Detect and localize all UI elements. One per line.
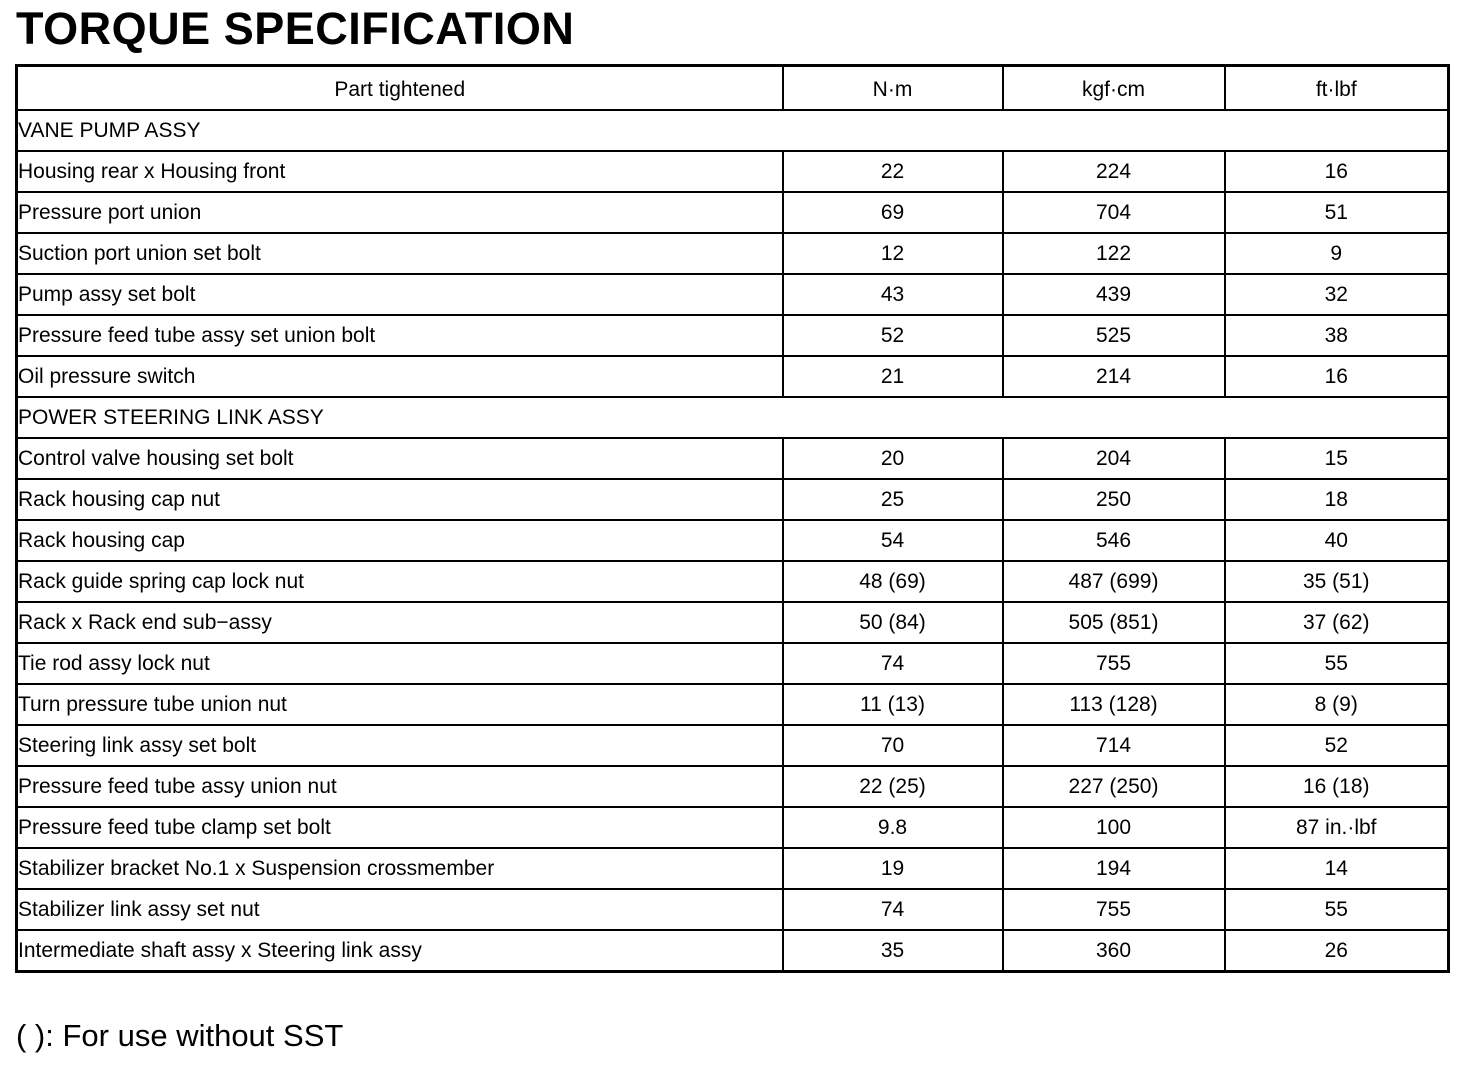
- kgf-cm-cell: 214: [1003, 356, 1225, 397]
- nm-cell: 54: [783, 520, 1003, 561]
- ft-lbf-cell: 32: [1225, 274, 1449, 315]
- header-ft-lbf: ft·lbf: [1225, 66, 1449, 111]
- ft-lbf-cell: 16: [1225, 151, 1449, 192]
- table-row: [17, 561, 1449, 602]
- nm-cell: 11 (13): [783, 684, 1003, 725]
- ft-lbf-cell: 40: [1225, 520, 1449, 561]
- kgf-cm-cell: 714: [1003, 725, 1225, 766]
- kgf-cm-cell: 704: [1003, 192, 1225, 233]
- part-cell: Pressure feed tube assy union nut: [17, 766, 783, 807]
- ft-lbf-cell: 55: [1225, 889, 1449, 930]
- part-cell: Steering link assy set bolt: [17, 725, 783, 766]
- ft-lbf-cell: 87 in.·lbf: [1225, 807, 1449, 848]
- table-row: [17, 807, 1449, 848]
- table-row: [17, 766, 1449, 807]
- ft-lbf-cell: 51: [1225, 192, 1449, 233]
- table-row: [17, 479, 1449, 520]
- ft-lbf-cell: 16 (18): [1225, 766, 1449, 807]
- kgf-cm-cell: 439: [1003, 274, 1225, 315]
- part-cell: Pressure feed tube clamp set bolt: [17, 807, 783, 848]
- nm-cell: 70: [783, 725, 1003, 766]
- part-cell: Housing rear x Housing front: [17, 151, 783, 192]
- table-row: [17, 643, 1449, 684]
- nm-cell: 19: [783, 848, 1003, 889]
- kgf-cm-cell: 122: [1003, 233, 1225, 274]
- part-cell: Turn pressure tube union nut: [17, 684, 783, 725]
- nm-cell: 74: [783, 889, 1003, 930]
- table-row: [17, 192, 1449, 233]
- nm-cell: 21: [783, 356, 1003, 397]
- kgf-cm-cell: 113 (128): [1003, 684, 1225, 725]
- kgf-cm-cell: 755: [1003, 889, 1225, 930]
- table-row: [17, 602, 1449, 643]
- table-row: [17, 930, 1449, 972]
- table-row: [17, 684, 1449, 725]
- kgf-cm-cell: 487 (699): [1003, 561, 1225, 602]
- table-row: [17, 315, 1449, 356]
- header-part-tightened: Part tightened: [17, 66, 783, 111]
- nm-cell: 22 (25): [783, 766, 1003, 807]
- table-row: [17, 848, 1449, 889]
- table-row: [17, 233, 1449, 274]
- part-cell: Pressure port union: [17, 192, 783, 233]
- part-cell: Rack guide spring cap lock nut: [17, 561, 783, 602]
- nm-cell: 35: [783, 930, 1003, 972]
- part-cell: Pressure feed tube assy set union bolt: [17, 315, 783, 356]
- part-cell: Intermediate shaft assy x Steering link assy: [17, 930, 783, 972]
- kgf-cm-cell: 525: [1003, 315, 1225, 356]
- header-nm: N·m: [783, 66, 1003, 111]
- part-cell: Rack housing cap: [17, 520, 783, 561]
- nm-cell: 48 (69): [783, 561, 1003, 602]
- kgf-cm-cell: 224: [1003, 151, 1225, 192]
- nm-cell: 20: [783, 438, 1003, 479]
- header-row: [17, 66, 1449, 111]
- part-cell: Tie rod assy lock nut: [17, 643, 783, 684]
- ft-lbf-cell: 37 (62): [1225, 602, 1449, 643]
- part-cell: Oil pressure switch: [17, 356, 783, 397]
- ft-lbf-cell: 55: [1225, 643, 1449, 684]
- ft-lbf-cell: 26: [1225, 930, 1449, 972]
- kgf-cm-cell: 505 (851): [1003, 602, 1225, 643]
- footnote: ( ): For use without SST: [16, 1018, 344, 1053]
- ft-lbf-cell: 9: [1225, 233, 1449, 274]
- nm-cell: 52: [783, 315, 1003, 356]
- table-row: [17, 889, 1449, 930]
- ft-lbf-cell: 14: [1225, 848, 1449, 889]
- table-row: [17, 151, 1449, 192]
- table-body: [17, 110, 1449, 972]
- part-cell: Stabilizer link assy set nut: [17, 889, 783, 930]
- part-cell: Suction port union set bolt: [17, 233, 783, 274]
- nm-cell: 74: [783, 643, 1003, 684]
- nm-cell: 22: [783, 151, 1003, 192]
- table-row: [17, 725, 1449, 766]
- part-cell: Rack housing cap nut: [17, 479, 783, 520]
- part-cell: Control valve housing set bolt: [17, 438, 783, 479]
- ft-lbf-cell: 38: [1225, 315, 1449, 356]
- ft-lbf-cell: 16: [1225, 356, 1449, 397]
- nm-cell: 25: [783, 479, 1003, 520]
- kgf-cm-cell: 194: [1003, 848, 1225, 889]
- table-row: [17, 356, 1449, 397]
- kgf-cm-cell: 755: [1003, 643, 1225, 684]
- nm-cell: 43: [783, 274, 1003, 315]
- section-heading: POWER STEERING LINK ASSY: [17, 397, 1449, 438]
- ft-lbf-cell: 8 (9): [1225, 684, 1449, 725]
- ft-lbf-cell: 18: [1225, 479, 1449, 520]
- ft-lbf-cell: 35 (51): [1225, 561, 1449, 602]
- part-cell: Rack x Rack end sub−assy: [17, 602, 783, 643]
- nm-cell: 69: [783, 192, 1003, 233]
- page-title: TORQUE SPECIFICATION: [16, 3, 575, 54]
- section-row: [17, 110, 1449, 151]
- kgf-cm-cell: 100: [1003, 807, 1225, 848]
- kgf-cm-cell: 227 (250): [1003, 766, 1225, 807]
- torque-spec-table: [15, 64, 1450, 973]
- header-kgf-cm: kgf·cm: [1003, 66, 1225, 111]
- table-row: [17, 520, 1449, 561]
- kgf-cm-cell: 250: [1003, 479, 1225, 520]
- kgf-cm-cell: 546: [1003, 520, 1225, 561]
- kgf-cm-cell: 204: [1003, 438, 1225, 479]
- ft-lbf-cell: 15: [1225, 438, 1449, 479]
- nm-cell: 50 (84): [783, 602, 1003, 643]
- ft-lbf-cell: 52: [1225, 725, 1449, 766]
- nm-cell: 9.8: [783, 807, 1003, 848]
- kgf-cm-cell: 360: [1003, 930, 1225, 972]
- table-row: [17, 274, 1449, 315]
- section-heading: VANE PUMP ASSY: [17, 110, 1449, 151]
- table-row: [17, 438, 1449, 479]
- nm-cell: 12: [783, 233, 1003, 274]
- part-cell: Stabilizer bracket No.1 x Suspension crossmember: [17, 848, 783, 889]
- part-cell: Pump assy set bolt: [17, 274, 783, 315]
- section-row: [17, 397, 1449, 438]
